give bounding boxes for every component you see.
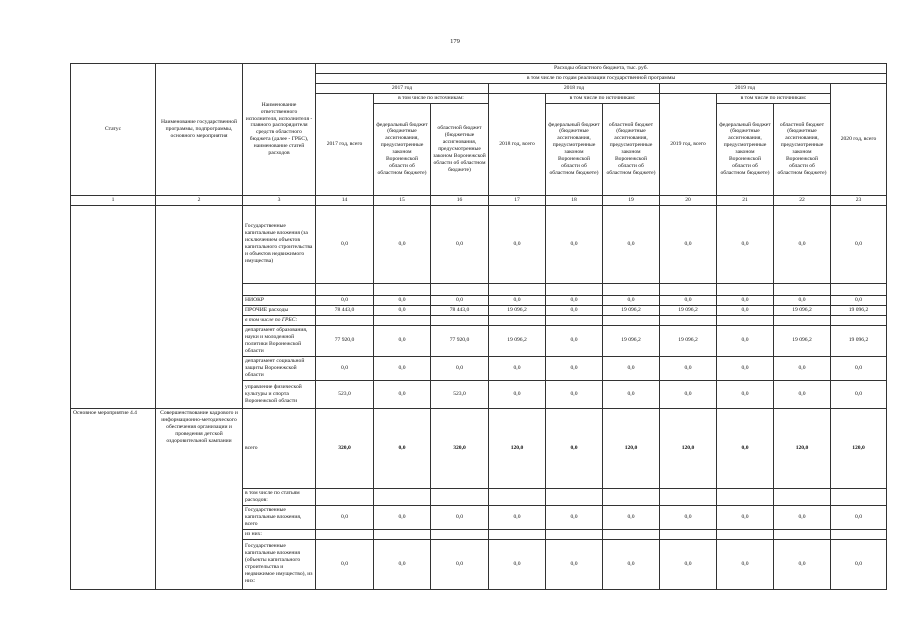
value-cell: 19 096,2 [774,325,831,356]
regional-2018-header: областной бюджет (бюджетные ассигнования, предусмотренные законом Воронежской области об областном бюджете) [603,103,660,195]
value-cell [374,488,431,505]
value-cell: 19 096,2 [831,305,887,315]
value-cell [489,315,546,325]
row-label [243,283,316,295]
table-row [71,205,887,283]
value-cell: 0,0 [546,356,603,380]
value-cell: 19 096,2 [603,305,660,315]
value-cell: 0,0 [374,408,431,488]
value-cell [717,283,774,295]
row-label: Государственные капитальные вложения (за исключением объектов капитального строительства и объектов недвижимого имущества) [243,205,316,283]
value-cell: 0,0 [489,295,546,305]
value-cell: 0,0 [774,380,831,408]
value-cell: 0,0 [831,295,887,305]
value-cell [431,529,489,539]
column-number: 19 [603,195,660,205]
total-2017-header: 2017 год, всего [316,93,374,195]
column-number: 20 [660,195,717,205]
value-cell: 0,0 [546,505,603,529]
row-label: всего [243,408,316,488]
value-cell: 0,0 [374,325,431,356]
row-label: управление физической культуры и спорта Воронежской области [243,380,316,408]
value-cell: 0,0 [431,505,489,529]
total-2019-header: 2019 год, всего [660,93,717,195]
value-cell [774,283,831,295]
value-cell [831,315,887,325]
value-cell: 0,0 [660,205,717,283]
value-cell: 0,0 [316,205,374,283]
value-cell: 0,0 [374,539,431,589]
value-cell [374,315,431,325]
value-cell [717,488,774,505]
value-cell: 19 096,2 [489,305,546,315]
table-row [71,408,887,488]
regional-2017-header: областной бюджет (бюджетные ассигнования, предусмотренные законом Воронежской области об областном бюджете) [431,103,489,195]
value-cell [431,315,489,325]
value-cell [831,488,887,505]
value-cell: 0,0 [660,356,717,380]
column-number: 14 [316,195,374,205]
value-cell: 0,0 [603,356,660,380]
value-cell: 78 443,0 [316,305,374,315]
status-header: Статус [71,64,156,196]
value-cell: 0,0 [660,539,717,589]
value-cell [717,529,774,539]
value-cell: 0,0 [717,295,774,305]
value-cell: 0,0 [831,380,887,408]
value-cell: 0,0 [831,356,887,380]
value-cell [489,283,546,295]
column-number: 1 [71,195,156,205]
value-cell [316,315,374,325]
row-label: в том числе по статьям расходов: [243,488,316,505]
value-cell [316,488,374,505]
value-cell: 0,0 [316,539,374,589]
value-cell: 19 096,2 [831,325,887,356]
value-cell: 77 920,0 [316,325,374,356]
value-cell: 0,0 [546,305,603,315]
value-cell [546,315,603,325]
value-cell [660,283,717,295]
value-cell: 0,0 [489,205,546,283]
value-cell: 0,0 [774,505,831,529]
value-cell: 0,0 [546,325,603,356]
federal-2017-header: федеральный бюджет (бюджетные ассигнования, предусмотренные законом Воронежской области об областном бюджете) [374,103,431,195]
value-cell: 0,0 [660,295,717,305]
value-cell: 320,0 [431,408,489,488]
page-number: 179 [450,38,460,45]
value-cell: 0,0 [717,356,774,380]
value-cell: 0,0 [374,205,431,283]
value-cell: 0,0 [546,408,603,488]
value-cell: 0,0 [717,408,774,488]
measure-status: Основное мероприятие 4.4 [71,408,156,589]
value-cell: 0,0 [603,539,660,589]
value-cell [717,315,774,325]
regional-2019-header: областной бюджет (бюджетные ассигнования, предусмотренные законом Воронежской области об областном бюджете) [774,103,831,195]
value-cell [316,529,374,539]
value-cell: 0,0 [831,539,887,589]
value-cell: 0,0 [546,539,603,589]
value-cell: 120,0 [603,408,660,488]
status-cell [71,205,156,408]
value-cell: 0,0 [316,356,374,380]
value-cell: 0,0 [374,295,431,305]
value-cell [431,488,489,505]
column-number: 16 [431,195,489,205]
value-cell: 523,0 [431,380,489,408]
value-cell [489,529,546,539]
value-cell: 0,0 [374,505,431,529]
value-cell: 0,0 [774,539,831,589]
total-2020-header: 2020 год, всего [831,83,887,195]
value-cell [660,529,717,539]
year-2018-header: 2018 год [489,83,660,93]
value-cell: 120,0 [489,408,546,488]
value-cell: 0,0 [717,305,774,315]
value-cell: 0,0 [774,356,831,380]
value-cell [603,315,660,325]
value-cell: 0,0 [489,356,546,380]
value-cell: 0,0 [431,539,489,589]
column-number: 23 [831,195,887,205]
value-cell [660,488,717,505]
row-label: из них: [243,529,316,539]
value-cell: 0,0 [489,539,546,589]
value-cell: 0,0 [546,380,603,408]
value-cell: 0,0 [489,380,546,408]
value-cell [831,283,887,295]
program-name-header: Наименование государственной программы, подпрограммы, основного мероприятия [156,64,243,196]
value-cell: 0,0 [603,295,660,305]
row-label: ПРОЧИЕ расходы [243,305,316,315]
column-number: 3 [243,195,316,205]
value-cell [431,283,489,295]
value-cell: 0,0 [774,205,831,283]
value-cell: 0,0 [831,505,887,529]
value-cell: 0,0 [546,205,603,283]
value-cell [546,529,603,539]
executor-header: Наименование ответственного исполнителя, исполнителя - главного распорядителя средств областного бюджета (далее - ГРБС), наименование статей расходов [243,64,316,196]
value-cell: 0,0 [489,505,546,529]
value-cell: 0,0 [316,295,374,305]
column-number: 17 [489,195,546,205]
value-cell: 0,0 [374,356,431,380]
row-label: департамент образования, науки и молодежной политики Воронежской области [243,325,316,356]
value-cell [603,488,660,505]
column-number: 15 [374,195,431,205]
value-cell: 0,0 [717,539,774,589]
value-cell: 0,0 [717,505,774,529]
value-cell [660,315,717,325]
value-cell: 0,0 [831,205,887,283]
value-cell [546,283,603,295]
value-cell: 77 920,0 [431,325,489,356]
value-cell: 78 443,0 [431,305,489,315]
value-cell: 0,0 [431,356,489,380]
value-cell: 120,0 [774,408,831,488]
column-number: 18 [546,195,603,205]
value-cell: 19 096,2 [660,305,717,315]
column-number: 22 [774,195,831,205]
value-cell: 19 096,2 [660,325,717,356]
year-2017-header: 2017 год [316,83,489,93]
value-cell [374,283,431,295]
value-cell: 0,0 [660,505,717,529]
value-cell: 0,0 [316,505,374,529]
federal-2018-header: федеральный бюджет (бюджетные ассигнования, предусмотренные законом Воронежской области об областном бюджете) [546,103,603,195]
value-cell: 120,0 [660,408,717,488]
sources-2018-header: в том числе по источникам: [546,93,660,103]
value-cell: 0,0 [431,205,489,283]
value-cell: 19 096,2 [489,325,546,356]
value-cell: 19 096,2 [603,325,660,356]
value-cell [603,283,660,295]
value-cell [546,488,603,505]
value-cell: 120,0 [831,408,887,488]
value-cell: 19 096,2 [774,305,831,315]
value-cell [774,529,831,539]
value-cell: 0,0 [374,380,431,408]
measure-name: Совершенствование кадрового и информационно-методического обеспечения организации и проведения детской оздоровительной кампании [156,408,243,589]
value-cell [603,529,660,539]
row-label: Государственные капитальные вложения (объекты капитального строительства и недвижимое имущество), из них: [243,539,316,589]
value-cell: 0,0 [717,205,774,283]
value-cell: 0,0 [660,380,717,408]
column-number: 21 [717,195,774,205]
value-cell [374,529,431,539]
value-cell: 0,0 [603,205,660,283]
value-cell: 0,0 [374,305,431,315]
year-2019-header: 2019 год [660,83,831,93]
value-cell [316,283,374,295]
value-cell [489,488,546,505]
value-cell [831,529,887,539]
value-cell: 0,0 [603,380,660,408]
expenses-title: Расходы областного бюджета, тыс. руб. [316,64,887,74]
value-cell: 0,0 [717,325,774,356]
value-cell [774,315,831,325]
by-years-header: в том числе по годам реализации государственной программы [316,73,887,83]
value-cell [774,488,831,505]
row-label: Государственные капитальные вложения, всего [243,505,316,529]
budget-table [70,63,887,590]
sources-2017-header: в том числе по источникам: [374,93,489,103]
row-label: в том числе по ГРБС: [243,315,316,325]
value-cell: 0,0 [546,295,603,305]
value-cell: 0,0 [774,295,831,305]
program-name-cell [156,205,243,408]
value-cell: 523,0 [316,380,374,408]
federal-2019-header: федеральный бюджет (бюджетные ассигнования, предусмотренные законом Воронежской области об областном бюджете) [717,103,774,195]
value-cell: 0,0 [603,505,660,529]
value-cell: 0,0 [431,295,489,305]
value-cell: 0,0 [717,380,774,408]
column-number: 2 [156,195,243,205]
row-label: департамент социальной защиты Воронежской области [243,356,316,380]
value-cell: 320,0 [316,408,374,488]
total-2018-header: 2018 год, всего [489,93,546,195]
sources-2019-header: в том числе по источникам: [717,93,831,103]
row-label: НИОКР [243,295,316,305]
